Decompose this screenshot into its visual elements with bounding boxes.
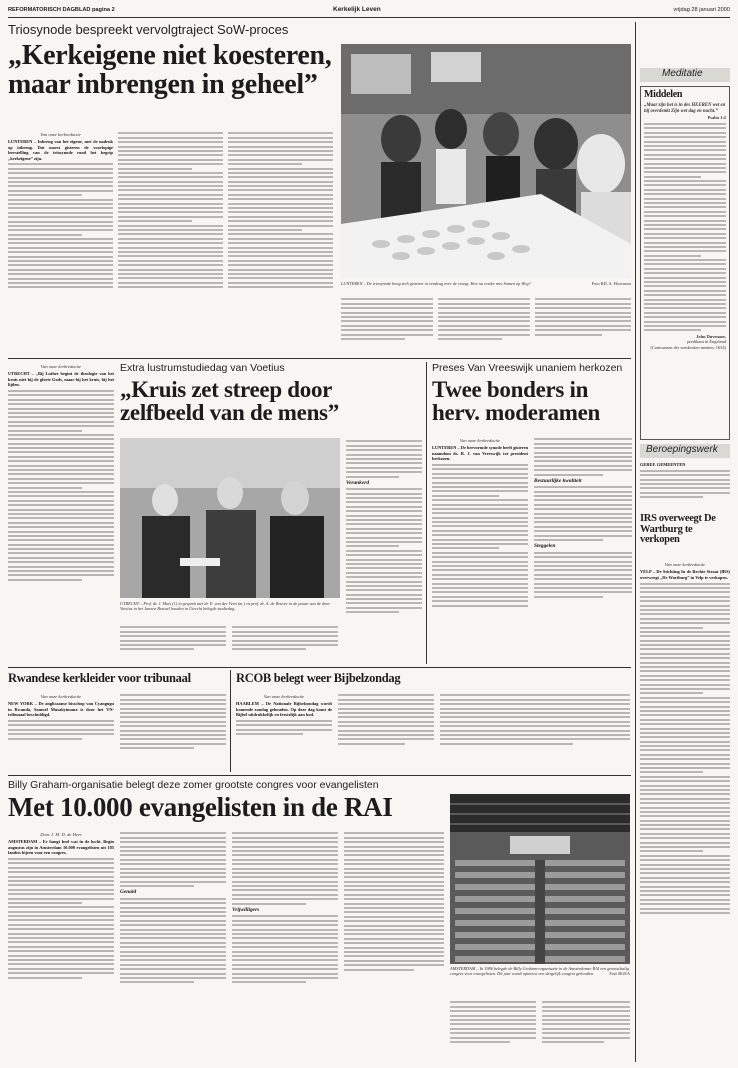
sow-lead: LUNTEREN – Inbreng van het eigene, met de nadruk op inbreng. Dat moest gisteren de voorlopige leerstelling van de triosynode rond het begrip „kerkeigene” zijn. <box>8 139 113 161</box>
voetius-headline: „Kruis zet streep door zelfbeeld van de mens” <box>120 378 339 426</box>
vreeswijk-sub2: Steggelen <box>534 543 556 549</box>
rai-photo-caption <box>450 966 630 976</box>
graham-col-6 <box>542 999 630 1062</box>
irs-headline-wrap <box>640 514 730 558</box>
voetius-kicker: Extra lustrumstudiedag van Voetius <box>120 362 285 374</box>
rwanda-col-1 <box>8 692 114 772</box>
meditatie-box <box>640 86 730 440</box>
vreeswijk-col-1 <box>432 436 528 664</box>
vreeswijk-col-2 <box>534 436 632 664</box>
graham-headline: Met 10.000 evangelisten in de RAI <box>8 794 393 822</box>
rcob-byline: Van onze kerkredactie <box>263 694 305 699</box>
synod-photo-art <box>341 44 631 278</box>
meditatie-title: Meditatie <box>662 68 703 79</box>
rwanda-headline-wrap <box>8 672 226 690</box>
graham-headline-wrap <box>8 794 448 826</box>
beroeping-body <box>640 462 730 510</box>
sow-kicker-wrap <box>8 22 608 42</box>
meditatie-quote: „Maar zijn het is in des HEEREN wet en hij overdenkt Zijn wet dag en nacht.” <box>644 103 726 115</box>
graham-byline: Door J. M. D. de Heer <box>40 832 82 837</box>
voetius-sub: Verankerd <box>346 479 370 486</box>
voetius-col-4 <box>346 438 422 664</box>
sow-byline: Van onze kerkredactie <box>40 132 81 137</box>
vreeswijk-sub1: Bestuurlijke kwaliteit <box>534 477 582 484</box>
rcob-headline: RCOB belegt weer Bijbelzondag <box>236 672 401 685</box>
graham-col-3 <box>232 830 338 1062</box>
graham-lead: AMSTERDAM – Er hangt heel wat in de lucht. Begin augustus zijn in Amsterdam 10.000 evangelisten uit 185 landen bijeen voor een congres. <box>8 839 114 856</box>
rai-photo <box>450 794 630 964</box>
rwanda-byline: Van onze kerkredactie <box>40 694 82 699</box>
vreeswijk-kicker-wrap <box>432 362 632 378</box>
graham-col-2 <box>120 830 226 1062</box>
rcob-col-2 <box>338 692 434 772</box>
rwanda-lead: NEW YORK – De anglicaanse bisschop van Cyangugu in Rwanda, Samuel Musabyimana is door het VN-tribunaal beschuldigd. <box>8 701 114 718</box>
sow-kicker: Triosynode bespreekt vervolgtraject SoW-proces <box>8 22 289 37</box>
voetius-photo <box>120 438 340 598</box>
voetius-photo-caption: UTRECHT – Prof. dr. J. Muis (l.) in gesprek met dr. E. van der Veen (m.) en prof. dr. A. de Reuver in de pauze van de door Voetius in het Jansen Bestuel houden in Utrecht belegde studiedag. <box>120 601 330 612</box>
rai-photo-art <box>450 794 630 964</box>
synod-photo <box>341 44 631 278</box>
sow-headline-wrap <box>8 42 338 124</box>
irs-body <box>640 560 730 1060</box>
vreeswijk-byline: Van onze kerkredactie <box>459 438 501 443</box>
beroeping-title: Beroepingswerk <box>646 444 718 455</box>
sow-col-6 <box>535 296 631 356</box>
voetius-headline-wrap <box>120 378 420 434</box>
sow-col-2 <box>118 130 223 355</box>
voetius-kicker-wrap <box>120 362 420 378</box>
voetius-col-1 <box>8 362 114 662</box>
meditatie-author-place: predikant in Engeland <box>687 339 726 345</box>
sow-headline: „Kerkeigene niet koesteren, maar inbrengen in geheel” <box>8 42 332 100</box>
rai-photo-credit: Foto BGEA <box>609 971 630 977</box>
graham-kicker: Billy Graham-organisatie belegt deze zomer grootste congres voor evangelisten <box>8 779 379 791</box>
meditatie-author-note: (Contoussen der wenkvulen menten, 1634) <box>650 344 726 350</box>
rai-caption-text: AMSTERDAM – In 1986 belegde de Billy Graham-organisatie in de Amsterdamse RAI een grootschalig congres voor evangelisten. Dit jaar wordt opnieuw een dergelijk congres gehouden. <box>450 966 629 977</box>
graham-col-1 <box>8 830 114 1062</box>
graham-sub1: Genaid <box>120 889 137 896</box>
sow-col-4 <box>341 296 433 356</box>
sow-col-5 <box>438 296 530 356</box>
graham-col-5 <box>450 999 536 1062</box>
graham-kicker-wrap <box>8 779 628 795</box>
synod-caption-text: LUNTEREN – De triosynode hoog zich gisteren in eendrag over de vraag: Hoe nu verder met Samen op Weg? <box>341 281 531 286</box>
beroeping-section: GEREF. GEMEENTEN <box>640 462 686 467</box>
voetius-byline: Van onze kerkredactie <box>40 364 82 369</box>
rwanda-col-2 <box>120 692 226 772</box>
graham-col-4 <box>344 830 444 1062</box>
rcob-lead: HAARLEM – De Nationale Bijbelzondag wordt komende zondag gehouden. Op deze dag komt de Bijbel uitdrukkelijk en feestelijk aan bod. <box>236 701 332 718</box>
newspaper-page <box>8 4 730 1064</box>
vreeswijk-lead: LUNTEREN – De hervormde synode heeft gisteren naamdom ds. R. J. van Vreeswijk tot president herkozen. <box>432 445 528 462</box>
voetius-col-3 <box>232 624 338 664</box>
masthead <box>8 4 730 18</box>
synod-photo-caption <box>341 281 631 286</box>
synod-photo-credit: Foto RD, A. Hoornstra <box>591 281 631 286</box>
irs-lead: VELP – De Stichting In de Rechte Straat (IRS) overweegt „De Wartburg” in Velp te verkopen. <box>640 569 730 580</box>
masthead-section: Kerkelijk Leven <box>333 6 381 13</box>
beroeping-label <box>640 444 730 458</box>
rcob-headline-wrap <box>236 672 486 690</box>
meditatie-author: John Duvenaze, <box>696 333 726 339</box>
rcob-col-1 <box>236 692 332 772</box>
sow-col-3 <box>228 130 333 355</box>
irs-byline: Van onze kerkredactie <box>664 562 706 567</box>
irs-headline: IRS overweegt De Wartburg te verkopen <box>640 514 716 546</box>
vreeswijk-headline: Twee bonders in herv. moderamen <box>432 378 600 426</box>
voetius-lead: UTRECHT – „Bij Luther begint de theologie van het kruis niet bij de glorie Gods, maar bij het kruis, bij het lijden. <box>8 371 114 388</box>
meditatie-ref: Psalm 1:2 <box>707 115 726 121</box>
meditatie-subtitle: Middelen <box>644 89 683 100</box>
meditatie-label <box>640 68 730 82</box>
graham-sub2: Vrijwilligers <box>232 906 260 913</box>
vreeswijk-headline-wrap <box>432 378 632 434</box>
voetius-col-2 <box>120 624 226 664</box>
sow-col-1 <box>8 130 113 355</box>
rwanda-headline: Rwandese kerkleider voor tribunaal <box>8 672 191 685</box>
voetius-photo-art <box>120 438 340 598</box>
vreeswijk-kicker: Preses Van Vreeswijk unaniem herkozen <box>432 362 623 374</box>
masthead-date: vrijdag 28 januari 2000 <box>673 7 730 13</box>
masthead-paper: REFORMATORISCH DAGBLAD pagina 2 <box>8 7 115 13</box>
rcob-col-3 <box>440 692 630 772</box>
